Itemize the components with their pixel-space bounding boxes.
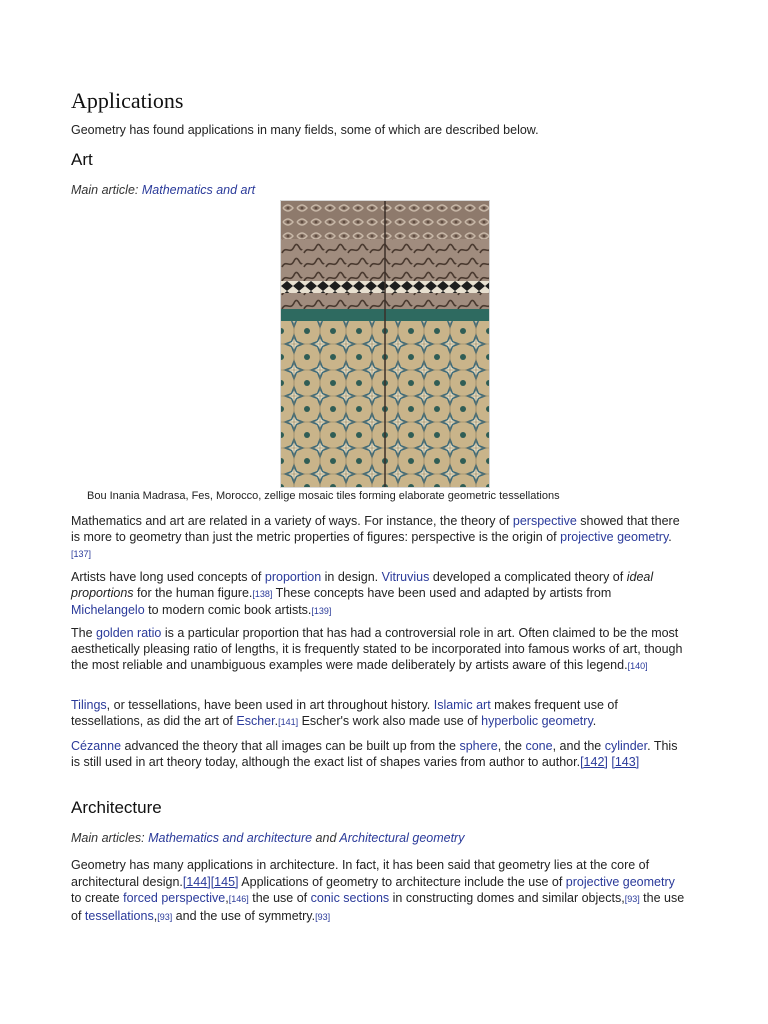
link-projective-geometry-architecture[interactable]: projective geometry — [565, 874, 675, 889]
citation-144[interactable]: [144] — [182, 874, 211, 889]
link-islamic-art[interactable]: Islamic art — [433, 698, 491, 712]
link-sphere[interactable]: sphere — [459, 739, 498, 753]
citation-93-a[interactable]: [93] — [624, 894, 640, 904]
citation-141[interactable]: [141] — [278, 717, 299, 727]
link-mathematics-and-art[interactable]: Mathematics and art — [141, 183, 256, 197]
image-caption: Bou Inania Madrasa, Fes, Morocco, zellige mosaic tiles forming elaborate geometric tessellations — [87, 490, 560, 502]
subsection-heading-art: Art — [71, 150, 93, 169]
intro-paragraph: Geometry has found applications in many fields, some of which are described below. — [71, 123, 539, 137]
architecture-paragraph-1: Geometry has many applications in architecture. In fact, it has been said that geometry lies at the core of architectural design.[144][145] Applications of geometry to architecture include the use of projective geometry to create forced perspective,[146] the use of conic sections in constructing domes and similar objects,[93] the use of tessellations,[93] and the use of symmetry.[93] — [71, 858, 685, 923]
art-paragraph-4: Tilings, or tessellations, have been used in art throughout history. Islamic art makes frequent use of tessellations, as did the art of Escher.[141] Escher's work also made use of hyperbolic geometry. — [71, 698, 618, 728]
art-paragraph-3: The golden ratio is a particular proportion that has had a controversial role in art. Often claimed to be the most aesthetically pleasing ratio of lengths, it is frequently stated to be incorporated into famous works of art, though the most reliable and unambiguous examples were made deliberately by artists aware of this legend.[140] — [71, 626, 683, 672]
link-tilings[interactable]: Tilings — [71, 698, 107, 712]
link-proportion[interactable]: proportion — [264, 570, 322, 584]
link-michelangelo[interactable]: Michelangelo — [71, 603, 145, 617]
citation-143[interactable]: [143] — [611, 755, 640, 769]
citation-93-c[interactable]: [93] — [315, 911, 331, 922]
subsection-heading-architecture: Architecture — [71, 798, 162, 817]
zellige-tile-image[interactable] — [280, 200, 490, 488]
citation-138[interactable]: [138] — [252, 589, 273, 599]
link-forced-perspective[interactable]: forced perspective — [123, 891, 226, 905]
link-escher[interactable]: Escher — [236, 714, 275, 728]
citation-142[interactable]: [142] — [580, 755, 608, 769]
link-cylinder[interactable]: cylinder — [604, 739, 648, 753]
link-projective-geometry[interactable]: projective geometry — [560, 530, 669, 544]
citation-139[interactable]: [139] — [311, 606, 332, 616]
art-paragraph-1: Mathematics and art are related in a variety of ways. For instance, the theory of perspective showed that there is more to geometry than just the metric properties of figures: perspective is the origin of projective geometry.[137] — [71, 514, 680, 559]
link-tessellations[interactable]: tessellations — [84, 908, 154, 923]
link-vitruvius[interactable]: Vitruvius — [381, 570, 430, 584]
section-heading-applications: Applications — [71, 88, 184, 113]
link-architectural-geometry[interactable]: Architectural geometry — [339, 831, 465, 845]
link-mathematics-and-architecture[interactable]: Mathematics and architecture — [148, 831, 313, 845]
link-hyperbolic-geometry[interactable]: hyperbolic geometry — [481, 714, 593, 728]
citation-140[interactable]: [140] — [627, 661, 648, 671]
citation-137[interactable]: [137] — [71, 549, 92, 559]
art-paragraph-2: Artists have long used concepts of proportion in design. Vitruvius developed a complicated theory of ideal proportions for the human figure.[138] These concepts have been used and adapted by artists from Michelangelo to modern comic book artists.[139] — [71, 570, 654, 617]
art-hatnote: Main article: Mathematics and art — [71, 183, 256, 197]
link-conic-sections[interactable]: conic sections — [310, 891, 390, 905]
art-paragraph-5: Cézanne advanced the theory that all images can be built up from the sphere, the cone, and the cylinder. This is still used in art theory today, although the exact list of shapes varies from author to author.[142] [143] — [71, 739, 678, 769]
citation-93-b[interactable]: [93] — [157, 911, 173, 922]
citation-146[interactable]: [146] — [228, 894, 249, 904]
link-cezanne[interactable]: Cézanne — [71, 739, 122, 753]
citation-145[interactable]: [145] — [210, 874, 239, 889]
link-perspective[interactable]: perspective — [512, 514, 577, 528]
link-cone[interactable]: cone — [525, 739, 553, 753]
link-golden-ratio[interactable]: golden ratio — [96, 626, 162, 640]
architecture-hatnote: Main articles: Mathematics and architecture and Architectural geometry — [71, 831, 465, 845]
zellige-illustration — [281, 201, 489, 487]
